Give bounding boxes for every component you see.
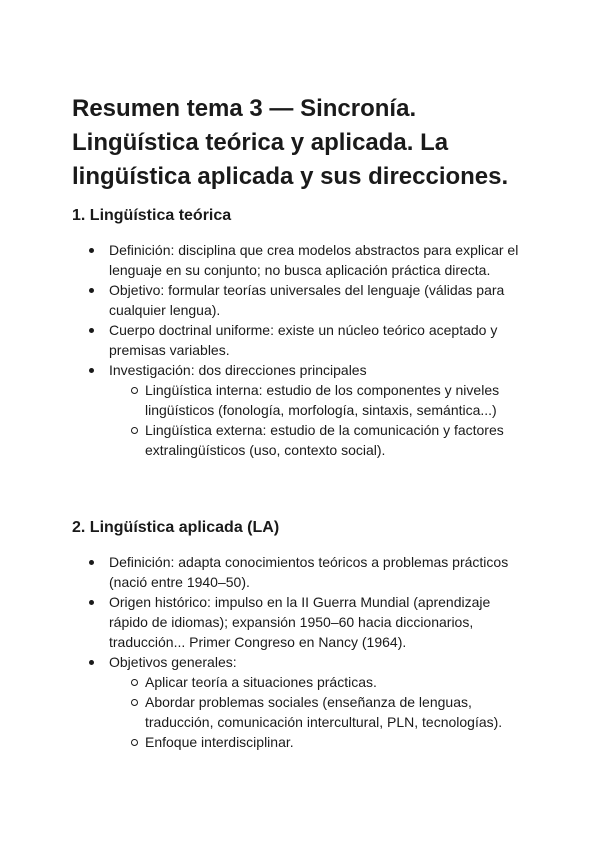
section-1-list [72, 240, 532, 460]
list-item-text: Objetivos generales: [109, 654, 237, 670]
list-item: Definición: adapta conocimientos teóricos a problemas prácticos (nació entre 1940–50). [72, 552, 532, 592]
sublist-item: Aplicar teoría a situaciones prácticas. [109, 672, 532, 692]
list-item: Objetivo: formular teorías universales del lenguaje (válidas para cualquier lengua). [72, 280, 532, 320]
document-title: Resumen tema 3 — Sincronía. Lingüística teórica y aplicada. La lingüística aplicada y sus direcciones. [72, 95, 509, 190]
list-item [72, 360, 532, 460]
sublist-item: Lingüística externa: estudio de la comunicación y factores extralingüísticos (uso, contexto social). [109, 420, 532, 460]
sublist [109, 380, 532, 460]
sublist-item: Enfoque interdisciplinar. [109, 732, 532, 752]
sublist [109, 672, 532, 752]
list-item: Origen histórico: impulso en la II Guerra Mundial (aprendizaje rápido de idiomas); expansión 1950–60 hacia diccionarios, traducción... Primer Congreso en Nancy (1964). [72, 592, 532, 652]
section-2-list [72, 552, 532, 752]
list-item [72, 652, 532, 752]
list-item: Definición: disciplina que crea modelos abstractos para explicar el lenguaje en su conjunto; no busca aplicación práctica directa. [72, 240, 532, 280]
list-item-text: Investigación: dos direcciones principales [109, 362, 367, 378]
sublist-item: Abordar problemas sociales (enseñanza de lenguas, traducción, comunicación intercultural, PLN, tecnologías). [109, 692, 532, 732]
sublist-item: Lingüística interna: estudio de los componentes y niveles lingüísticos (fonología, morfología, sintaxis, semántica...) [109, 380, 532, 420]
section-heading-linguistica-aplicada: 2. Lingüística aplicada (LA) [72, 519, 280, 536]
section-heading-linguistica-teorica: 1. Lingüística teórica [72, 207, 232, 224]
list-item: Cuerpo doctrinal uniforme: existe un núcleo teórico aceptado y premisas variables. [72, 320, 532, 360]
